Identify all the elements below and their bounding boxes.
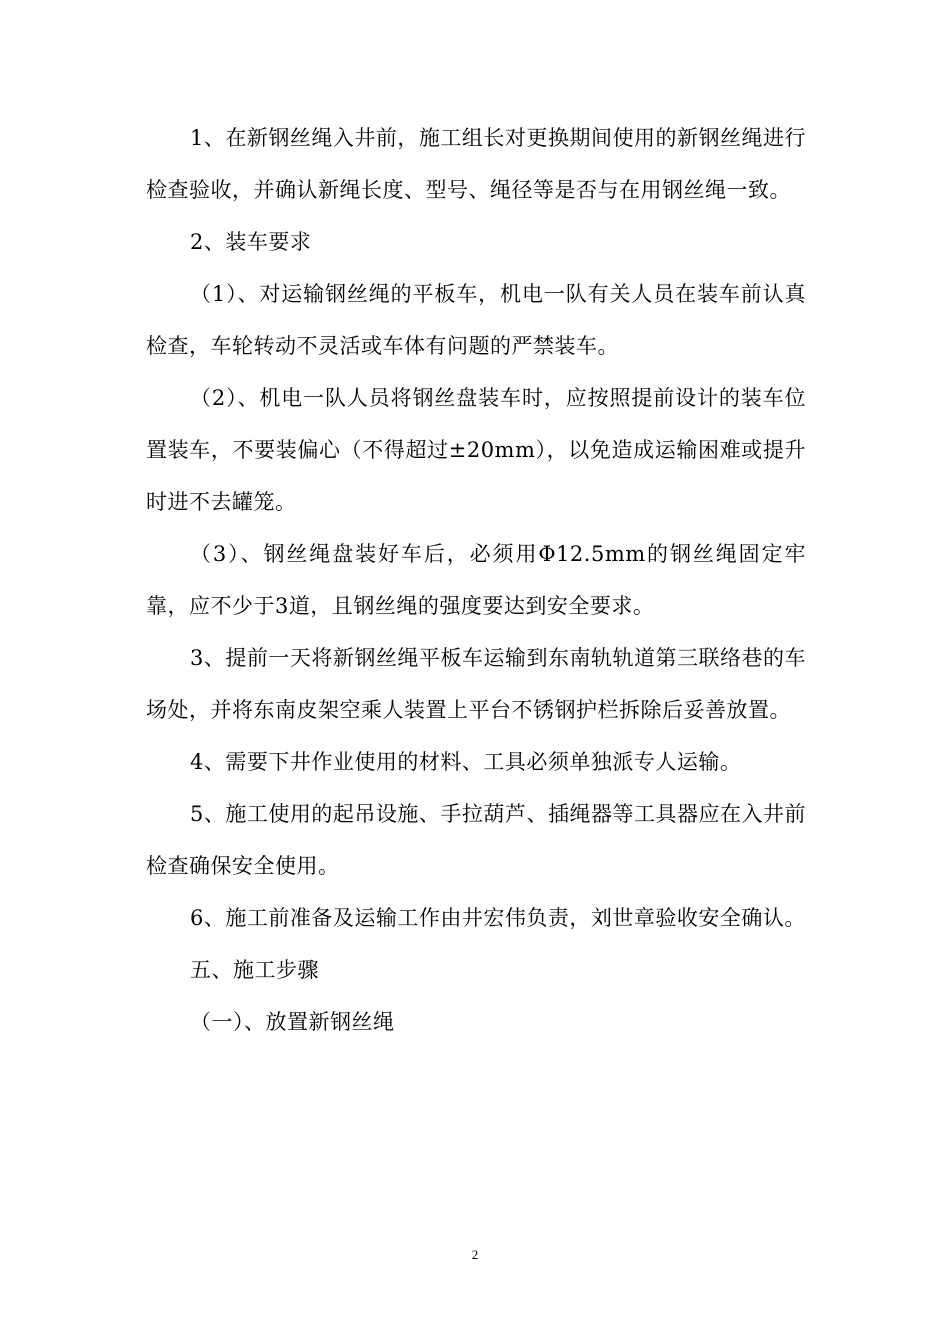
paragraph-loading-item-3: （3）、钢丝绳盘装好车后，必须用Φ12.5mm的钢丝绳固定牢靠，应不少于3道，且钢丝绳的强度要达到安全要求。 <box>146 542 806 618</box>
paragraph-loading-item-1: （1）、对运输钢丝绳的平板车，机电一队有关人员在装车前认真检查，车轮转动不灵活或车体有问题的严禁装车。 <box>146 282 806 358</box>
paragraph-materials: 4、需要下井作业使用的材料、工具必须单独派专人运输。 <box>190 750 742 774</box>
paragraph-tools-check: 5、施工使用的起吊设施、手拉葫芦、插绳器等工具器应在入井前检查确保安全使用。 <box>146 802 806 878</box>
subsection-heading-place-rope: （一）、放置新钢丝绳 <box>190 1010 395 1034</box>
paragraph-transport: 3、提前一天将新钢丝绳平板车运输到东南轨轨道第三联络巷的车场处，并将东南皮架空乘人装置上平台不锈钢护栏拆除后妥善放置。 <box>146 646 806 722</box>
page-number: 2 <box>471 1247 479 1262</box>
section-heading-construction-steps: 五、施工步骤 <box>190 958 319 982</box>
paragraph-loading-item-2: （2）、机电一队人员将钢丝盘装车时，应按照提前设计的装车位置装车，不要装偏心（不得超过±20mm），以免造成运输困难或提升时进不去罐笼。 <box>146 386 806 514</box>
paragraph-responsibility: 6、施工前准备及运输工作由井宏伟负责，刘世章验收安全确认。 <box>190 906 806 930</box>
document-body <box>146 112 806 1048</box>
paragraph-rope-inspection: 1、在新钢丝绳入井前，施工组长对更换期间使用的新钢丝绳进行检查验收，并确认新绳长度、型号、绳径等是否与在用钢丝绳一致。 <box>146 126 806 202</box>
paragraph-loading-requirements: 2、装车要求 <box>190 230 312 254</box>
